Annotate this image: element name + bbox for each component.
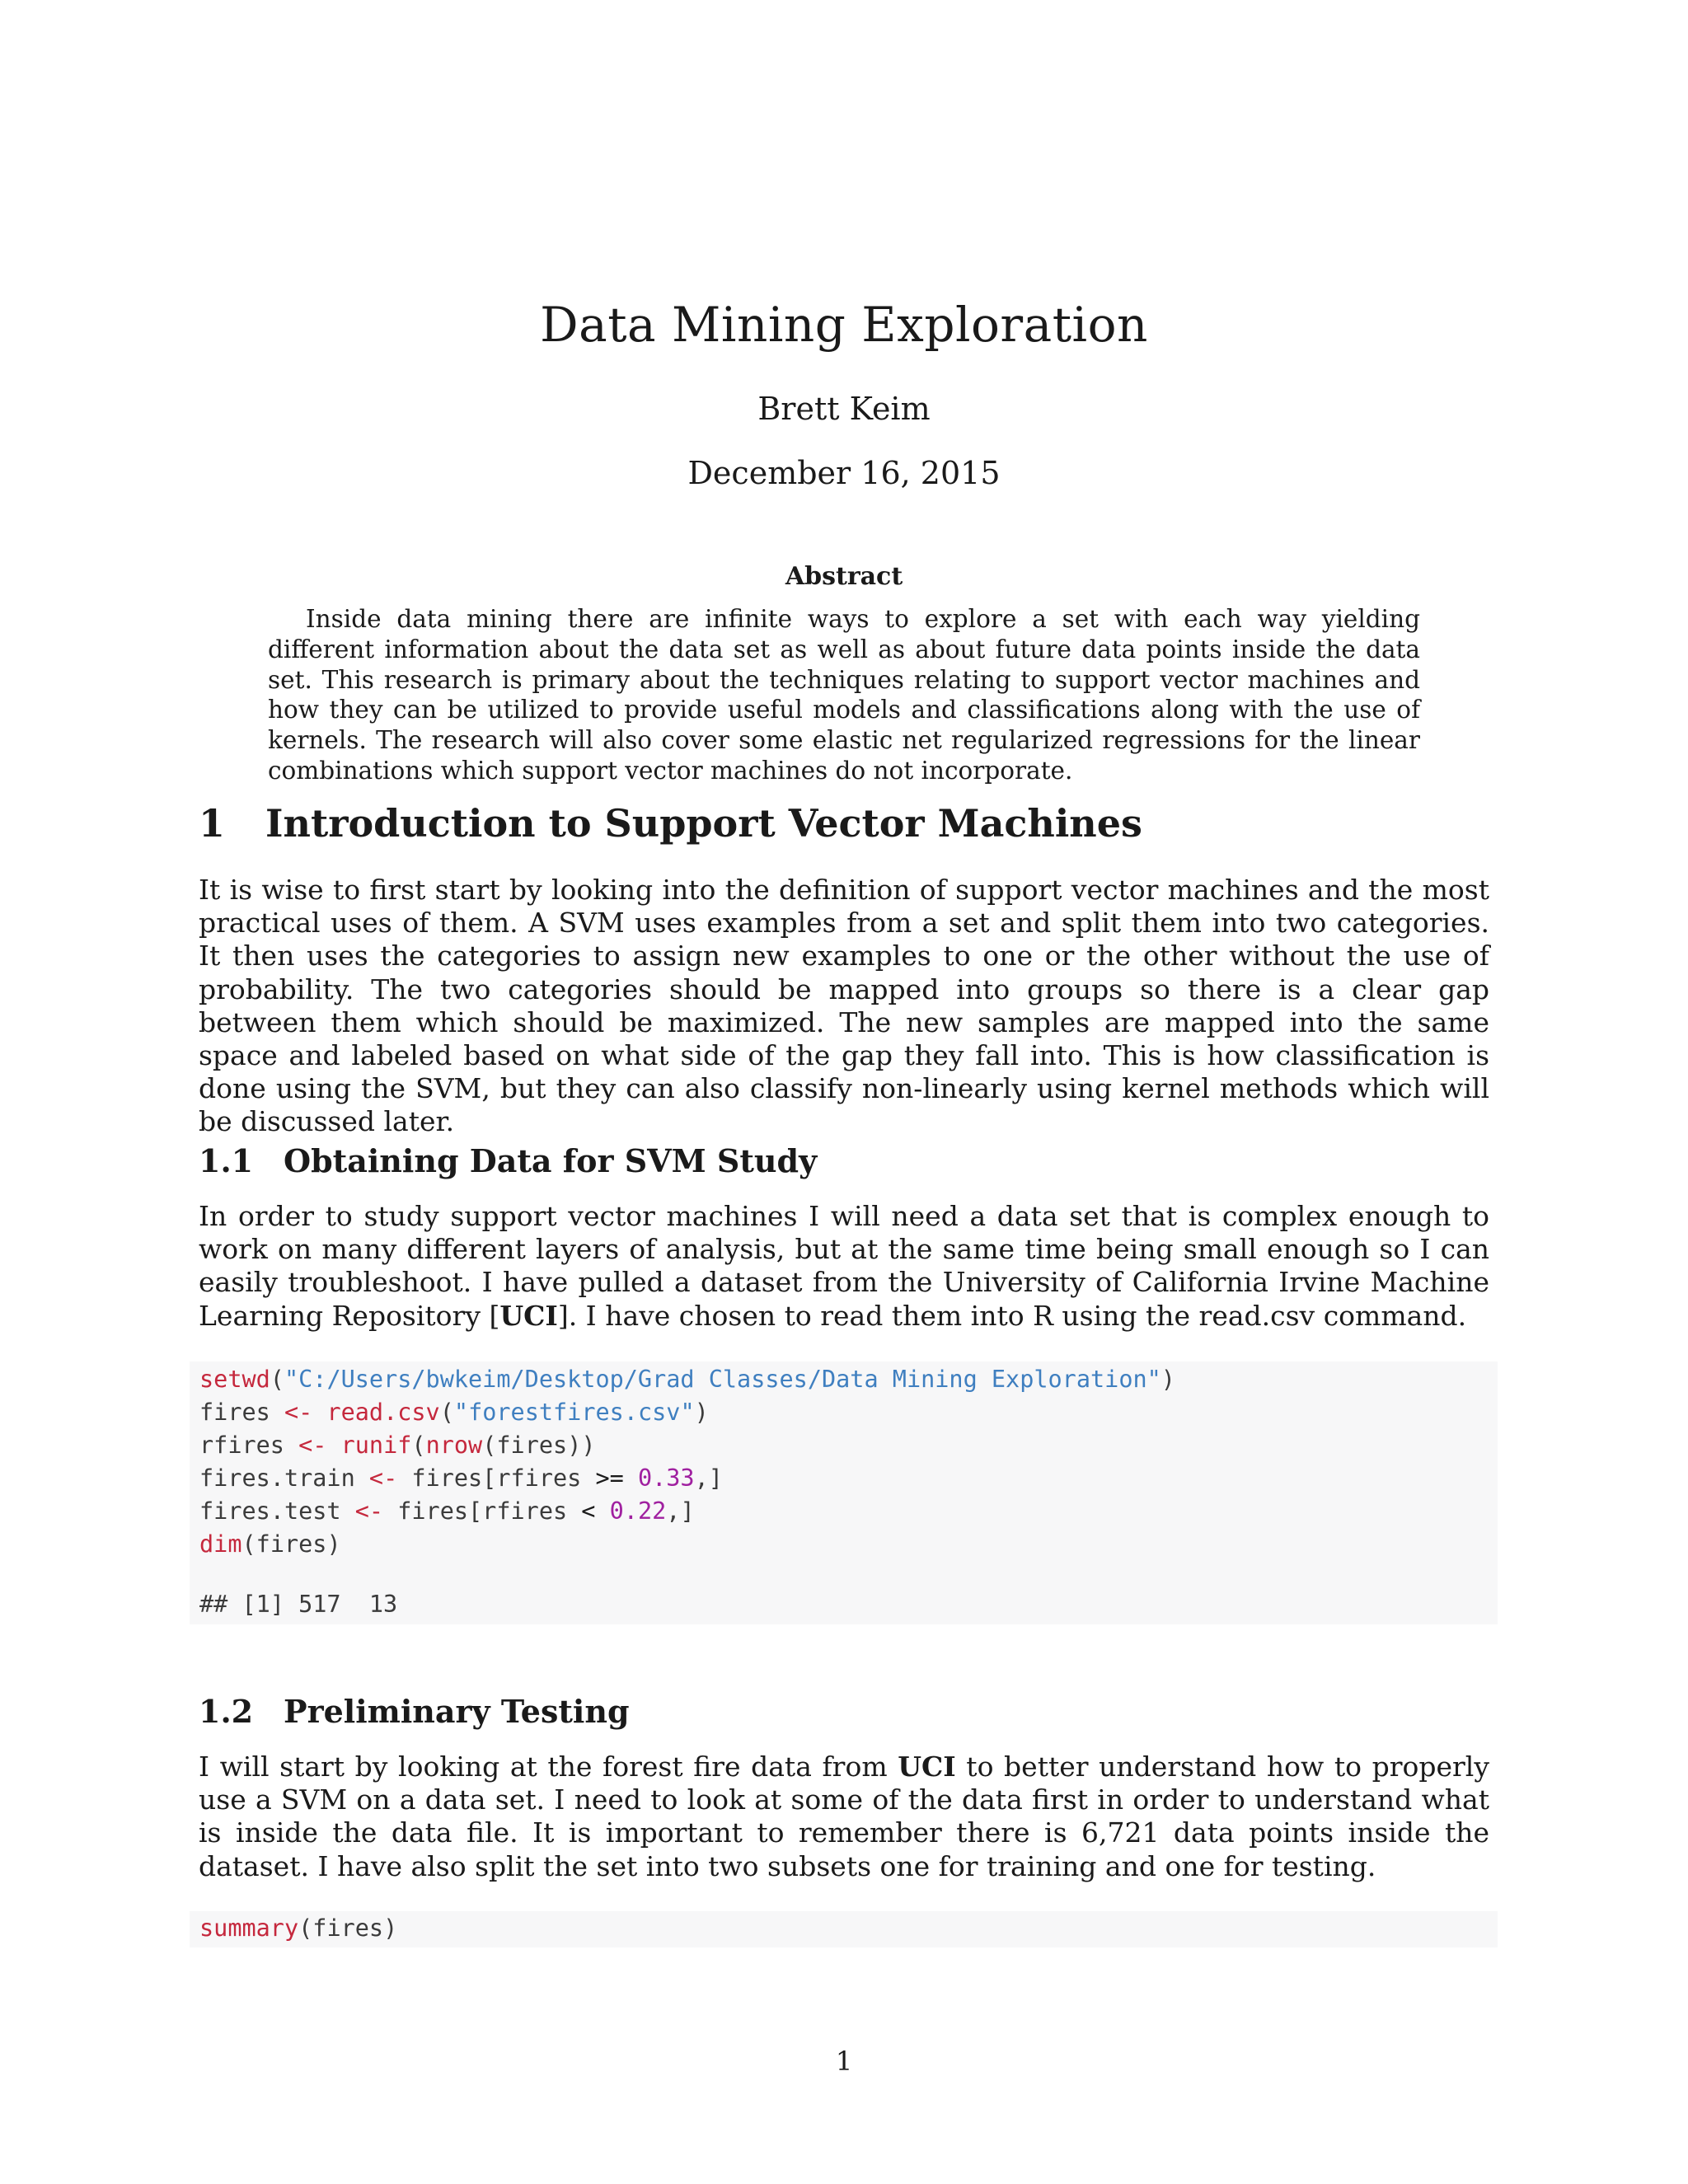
code-variable: fires [256,1530,327,1558]
code-string: "C:/Users/bwkeim/Desktop/Grad Classes/Data Mining Exploration" [284,1366,1161,1393]
code-block-read-data [190,1361,1498,1624]
code-function: runif [340,1432,412,1459]
page-number: 1 [835,2046,853,2077]
abstract-text: Inside data mining there are infinite ways to explore a set with each way yielding different information about the data set as well as about future data points inside the data set. This research is primary about the techniques relating to support vector machines and how they can be utilized to provide useful models and classifications along with the use of kernels. The research will also cover some elastic net regularized regressions for the linear combinations which support vector machines do not incorporate. [268,605,1420,785]
code-number: 0.22 [609,1497,667,1525]
code-output: ## [1] 517 13 [199,1591,398,1618]
code-variable: fires [312,1915,384,1942]
code-variable: rfires [199,1432,299,1459]
citation-link[interactable]: UCI [898,1750,956,1783]
code-line: dim(fires) [199,1530,341,1558]
author-name: Brett Keim [757,391,931,427]
code-variable: fires [496,1432,568,1459]
code-line: rfires <- runif(nrow(fires)) [199,1432,596,1459]
code-operator: <- [354,1497,384,1525]
code-function: read.csv [326,1399,440,1426]
code-expression: fires[rfires [397,1465,596,1492]
code-operator: <- [284,1399,313,1426]
section-number: 1.1 [199,1142,254,1179]
code-expression: fires[rfires [383,1497,582,1525]
section-1-paragraph: It is wise to first start by looking into the definition of support vector machines and the most practical uses of them. A SVM uses examples from a set and split them into two categories. It then uses the categories to assign new examples to one or the other without the use of probability. The two categories should be mapped into groups so there is a clear gap between them which should be maximized. The new samples are mapped into the same space and labeled based on what side of the gap they fall into. This is how classification is done using the SVM, but they can also classify non-linearly using kernel methods which will be discussed later. [199,874,1489,1138]
paragraph-text: ]. I have chosen to read them into R using the read.csv command. [557,1299,1467,1332]
abstract-heading: Abstract [785,562,903,591]
code-function: dim [199,1530,242,1558]
section-1-2-paragraph [199,1750,1489,1883]
code-line: fires <- read.csv("forestfires.csv") [199,1399,709,1426]
citation-link[interactable]: UCI [499,1299,558,1332]
paragraph-text: I will start by looking at the forest fire data from [199,1750,898,1783]
code-operator: < [581,1497,596,1525]
code-operator: <- [298,1432,327,1459]
paragraph-text: to better understand how to properly use a SVM on a data set. I need to look at some of the data first in order to understand what is inside the data file. It is important to remember there is 6,721 data points inside the dataset. I have also split the set into two subsets one for training and one for testing. [199,1750,1489,1882]
section-title: Obtaining Data for SVM Study [284,1142,818,1179]
code-line: setwd("C:/Users/bwkeim/Desktop/Grad Classes/Data Mining Exploration") [199,1366,1175,1393]
publication-date: December 16, 2015 [687,455,1001,491]
section-title: Preliminary Testing [284,1693,630,1730]
code-operator: <- [368,1465,398,1492]
code-string: "forestfires.csv" [453,1399,695,1426]
section-number: 1 [199,801,226,846]
section-1-1-heading [199,1142,817,1179]
code-function: summary [199,1915,299,1942]
code-line: fires.train <- fires[rfires >= 0.33,] [199,1465,723,1492]
section-1-heading [199,801,1142,846]
section-1-1-paragraph [199,1200,1489,1333]
code-number: 0.33 [637,1465,695,1492]
paper-title: Data Mining Exploration [540,297,1148,353]
code-function: setwd [199,1366,270,1393]
code-variable: fires.train [199,1465,369,1492]
code-line: summary(fires) [199,1915,398,1942]
code-line: fires.test <- fires[rfires < 0.22,] [199,1497,695,1525]
code-block-summary [190,1911,1498,1947]
section-title: Introduction to Support Vector Machines [265,801,1142,846]
section-1-2-heading [199,1693,630,1730]
code-function: nrow [425,1432,483,1459]
code-operator: >= [595,1465,624,1492]
section-number: 1.2 [199,1693,254,1730]
code-variable: fires.test [199,1497,355,1525]
paragraph-text: In order to study support vector machines I will need a data set that is complex enough to work on many different layers of analysis, but at the same time being small enough so I can easily troubleshoot. I have pulled a dataset from the University of California Irvine Machine Learning Repository [ [199,1200,1489,1332]
code-variable: fires [199,1399,284,1426]
